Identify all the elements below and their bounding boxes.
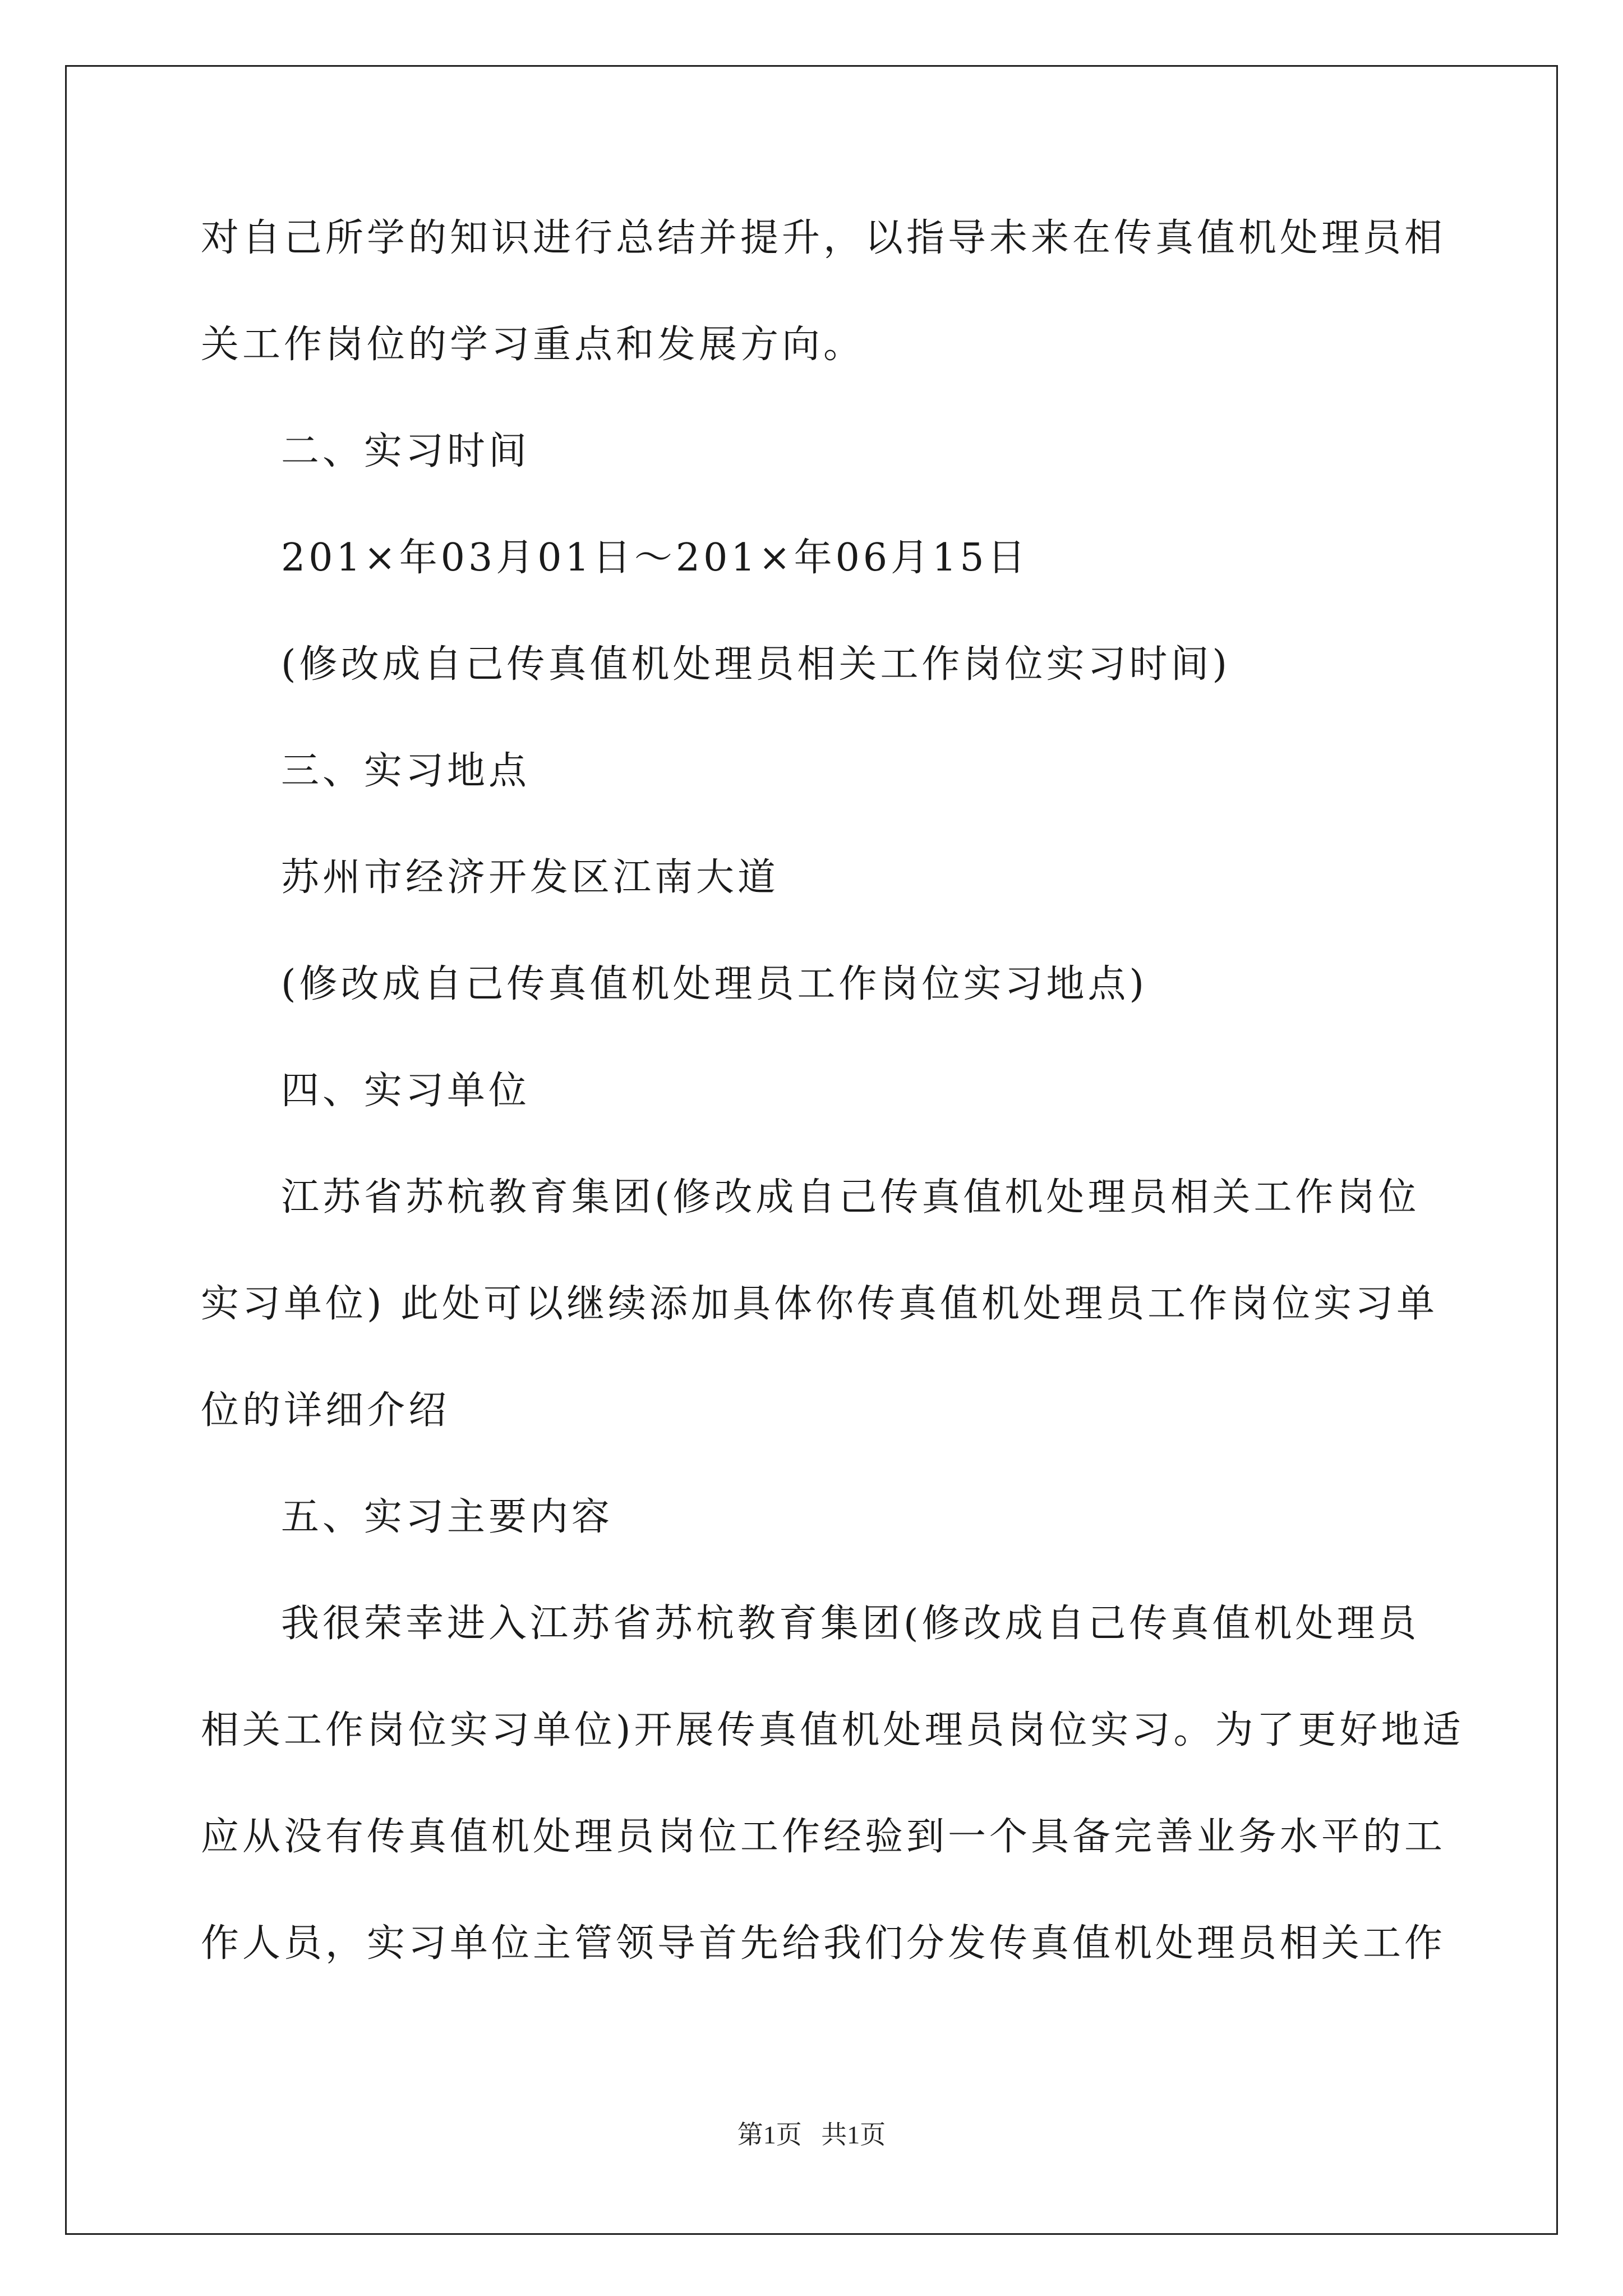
body-text-line: 作人员，实习单位主管领导首先给我们分发传真值机处理员相关工作 [201,1921,1446,1966]
body-text-line: 应从没有传真值机处理员岗位工作经验到一个具备完善业务水平的工 [201,1815,1446,1859]
body-text-line: 江苏省苏杭教育集团(修改成自己传真值机处理员相关工作岗位 [281,1175,1420,1220]
body-text-line: 我很荣幸进入江苏省苏杭教育集团(修改成自己传真值机处理员 [281,1602,1420,1646]
section-heading: 三、实习地点 [281,749,531,793]
body-text-line: 苏州市经济开发区江南大道 [281,855,780,900]
section-heading: 五、实习主要内容 [281,1495,614,1539]
page-number-footer: 第1页 共1页 [737,2120,886,2149]
body-text-line: (修改成自己传真值机处理员相关工作岗位实习时间) [281,642,1231,687]
section-heading: 二、实习时间 [281,429,531,473]
body-text-line: 实习单位) 此处可以继续添加具体你传真值机处理员工作岗位实习单 [201,1282,1438,1326]
body-text-line: 相关工作岗位实习单位)开展传真值机处理员岗位实习。为了更好地适 [201,1708,1464,1752]
body-text-line: 201×年03月01日～201×年06月15日 [281,536,1029,580]
body-text-line: 对自己所学的知识进行总结并提升，以指导未来在传真值机处理员相 [201,216,1446,260]
section-heading: 四、实习单位 [281,1069,531,1113]
body-text-line: (修改成自己传真值机处理员工作岗位实习地点) [281,962,1148,1006]
body-text-line: 位的详细介绍 [201,1388,450,1433]
page-border [65,65,1558,2235]
body-text-line: 关工作岗位的学习重点和发展方向。 [201,323,865,367]
